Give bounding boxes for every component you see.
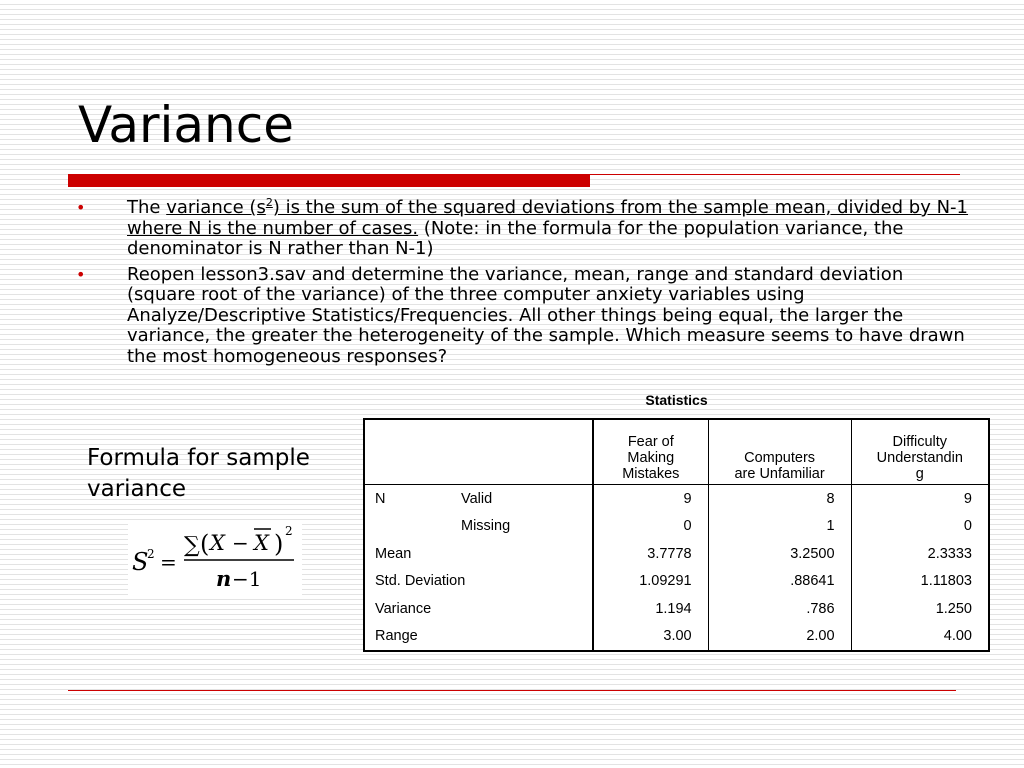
column-header-line: Computers	[744, 450, 816, 466]
formula-num-sup: 2	[285, 524, 293, 538]
formula-label: Formula for sample variance	[87, 445, 310, 502]
table-cell: 3.7778	[593, 540, 708, 568]
bullet-item-variance-definition	[70, 198, 970, 260]
bullet-icon: •	[76, 264, 86, 284]
column-header-line: Fear of	[627, 434, 674, 450]
table-cell: 9	[851, 485, 989, 513]
table-row	[364, 513, 989, 541]
table-cell: 1.194	[593, 595, 708, 623]
table-cell: 1.11803	[851, 568, 989, 596]
bullet-text-underlined: variance (s	[166, 197, 266, 218]
formula-xbar: X	[254, 531, 269, 555]
bullet-icon: •	[76, 198, 86, 217]
table-cell: 1.09291	[593, 568, 708, 596]
statistics-table	[363, 418, 990, 652]
bullet-list	[70, 198, 970, 372]
column-header-line: Difficulty	[892, 434, 948, 450]
bullet-text-sup: 2	[265, 196, 273, 209]
table-cell: .786	[708, 595, 851, 623]
table-row	[364, 595, 989, 623]
formula-paren-open: (	[200, 530, 210, 558]
table-cell: 8	[708, 485, 851, 513]
row-label	[364, 513, 451, 541]
formula-sum: ∑	[184, 533, 200, 558]
formula-lhs-sup: 2	[147, 547, 155, 561]
table-cell: 0	[851, 513, 989, 541]
row-label: N	[375, 490, 386, 507]
table-cell: 1.250	[851, 595, 989, 623]
table-cell: 2.00	[708, 623, 851, 652]
column-header-line: Mistakes	[622, 466, 680, 482]
table-header-corner	[364, 419, 593, 485]
table-header-row	[364, 419, 989, 485]
table-cell: 9	[593, 485, 708, 513]
formula-minus: −	[232, 531, 249, 555]
table-cell: .88641	[708, 568, 851, 596]
table-cell: 3.00	[593, 623, 708, 652]
row-label: Std. Deviation	[375, 573, 466, 590]
formula-lhs: S	[132, 548, 149, 576]
table-row	[364, 568, 989, 596]
formula-equals: =	[160, 550, 177, 574]
title-underline	[590, 174, 960, 175]
column-header	[851, 419, 989, 485]
column-header-line: are Unfamiliar	[734, 466, 825, 482]
column-header-line: Understandin	[876, 450, 963, 466]
table-row	[364, 485, 989, 513]
bullet-text: Reopen lesson3.sav and determine the variance, mean, range and standard deviation (square root of the variance) of the three computer anxiety variables using Analyze/Descriptive Statistics/Frequencies. All other things being equal, the larger the variance, the greater the heterogeneity of the sample. Which measure seems to have drawn the most homogeneous responses?	[127, 263, 965, 367]
row-sublabel: Valid	[461, 490, 493, 507]
table-cell: 2.3333	[851, 540, 989, 568]
slide-title: Variance	[78, 96, 294, 154]
formula-x: X	[210, 531, 225, 555]
formula-den-n: n	[216, 566, 232, 591]
footer-rule	[68, 690, 956, 691]
column-header	[593, 419, 708, 485]
column-header	[708, 419, 851, 485]
table-cell: 4.00	[851, 623, 989, 652]
column-header-line: g	[915, 466, 924, 482]
row-label: Mean	[375, 545, 412, 562]
table-row	[364, 540, 989, 568]
sample-variance-formula	[128, 520, 302, 596]
row-sublabel: Missing	[461, 518, 511, 535]
bullet-text-underlined-2: ) is the sum of the squared deviations from the sample mean, divided by N-1 where N is the number of cases.	[127, 197, 969, 239]
formula-graphic	[128, 520, 302, 596]
bullet-text-pre: The	[127, 197, 167, 218]
column-header-line: Making	[627, 450, 675, 466]
formula-paren-close: )	[274, 530, 284, 558]
row-label: Range	[375, 628, 418, 645]
table-title: Statistics	[645, 392, 708, 408]
title-accent-bar	[68, 174, 590, 187]
bullet-text-rest: (Note: in the formula for the population variance, the denominator is N rather than N-1)	[127, 217, 904, 259]
formula-den-rest: −1	[232, 567, 262, 591]
table-cell: 3.2500	[708, 540, 851, 568]
table-row	[364, 623, 989, 652]
row-label: Variance	[375, 600, 432, 617]
table-cell: 0	[593, 513, 708, 541]
table-cell: 1	[708, 513, 851, 541]
bullet-item-exercise	[70, 265, 970, 368]
